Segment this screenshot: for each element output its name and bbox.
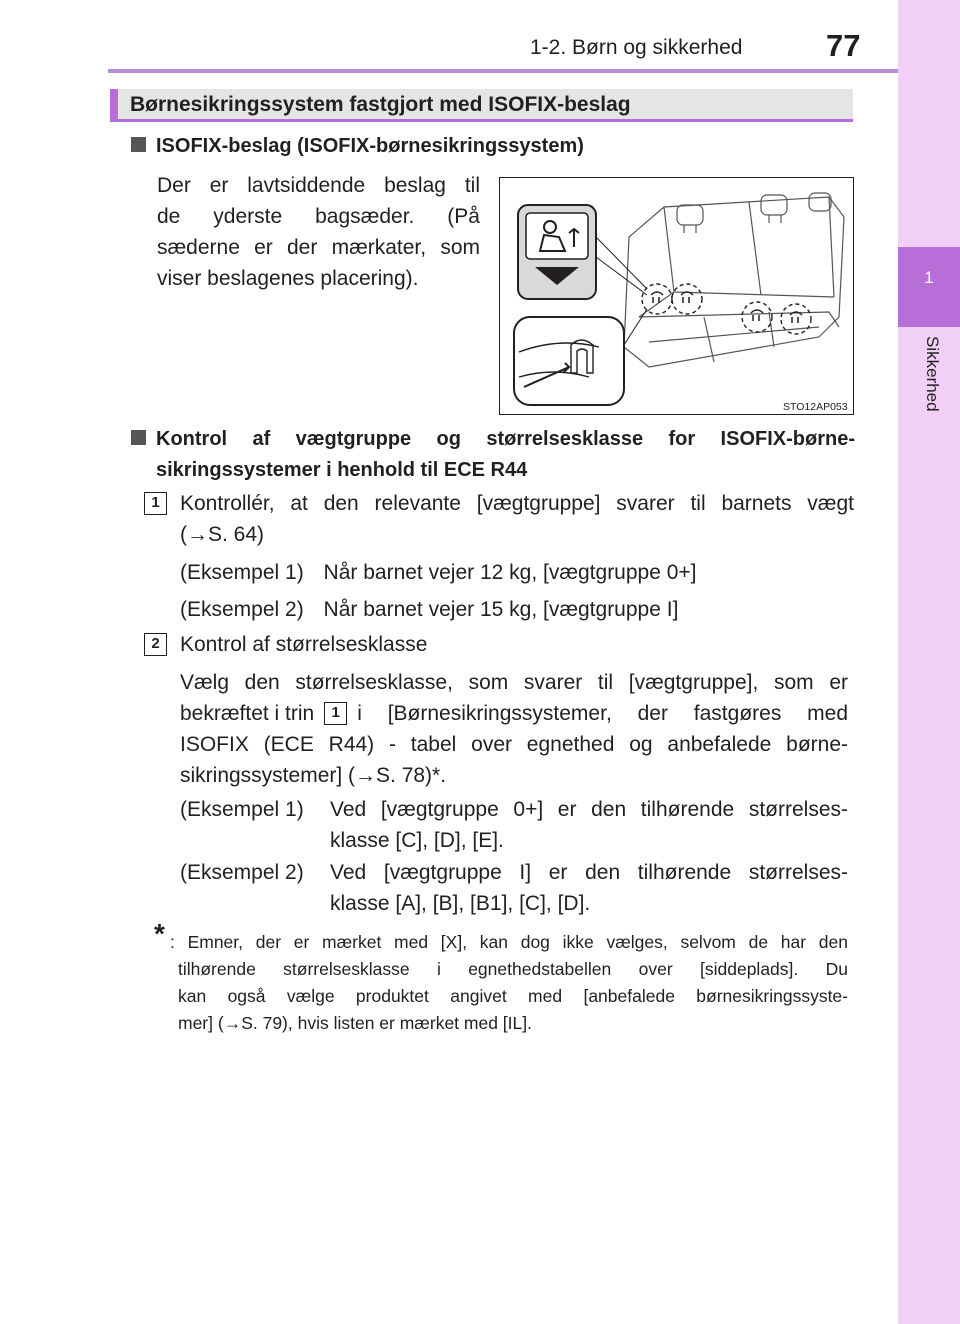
example-text: klasse [C], [D], [E]. xyxy=(330,829,504,852)
step1-block xyxy=(180,488,854,550)
example-text: klasse [A], [B], [B1], [C], [D]. xyxy=(330,892,591,915)
step1-line2: (→S. 64) xyxy=(180,523,265,546)
footnote-marker: * xyxy=(154,918,165,949)
page-number: 77 xyxy=(826,28,861,63)
example-text: Ved [vægtgruppe 0+] er den tilhørende størrelses- xyxy=(330,798,848,821)
step2-example1 xyxy=(180,794,848,856)
step2-title: Kontrol af størrelsesklasse xyxy=(180,633,428,656)
child-seat-icon xyxy=(518,205,596,299)
step2-line1: Vælg den størrelsesklasse, som svarer til [vægtgruppe], som er xyxy=(180,671,848,694)
footnote-line: tilhørende størrelsesklasse i egnethedstabellen over [siddeplads]. Du xyxy=(178,959,848,979)
section2-heading-line1: Kontrol af vægtgruppe og størrelsesklasse for ISOFIX-børne- xyxy=(156,428,855,450)
footnote xyxy=(170,929,848,1037)
step1-line1: Kontrollér, at den relevante [vægtgruppe] svarer til barnets vægt xyxy=(180,492,854,515)
section-banner xyxy=(110,89,853,122)
chapter-label: Sikkerhed xyxy=(923,336,942,412)
isofix-illustration xyxy=(499,177,854,415)
section1-line: viser beslagenes placering). xyxy=(157,267,419,290)
square-bullet-icon xyxy=(131,137,146,152)
step2-line2 xyxy=(180,698,848,729)
isofix-figure xyxy=(499,177,854,415)
chapter-number: 1 xyxy=(924,268,934,287)
footnote-line: : Emner, der er mærket med [X], kan dog ikke vælges, selvom de har den xyxy=(170,932,848,952)
example-text: Ved [vægtgruppe I] er den tilhørende størrelses- xyxy=(330,861,848,884)
step2-line4: sikringssystemer] (→S. 78)*. xyxy=(180,764,447,787)
step-number-badge: 1 xyxy=(144,492,167,515)
chapter-sidebar xyxy=(898,0,960,1324)
section1-line: de yderste bagsæder. (På xyxy=(157,205,480,228)
section1-body xyxy=(157,170,480,294)
figure-caption: STO12AP053 xyxy=(783,401,848,413)
section1-line: sæderne er der mærkater, som xyxy=(157,236,480,259)
running-header: 1-2. Børn og sikkerhed xyxy=(530,36,743,59)
step2-example2 xyxy=(180,857,848,919)
step2-line2-post: i [Børnesikringssystemer, der fastgøres med xyxy=(357,702,848,725)
step2-line3: ISOFIX (ECE R44) - tabel over egnethed og anbefalede børne- xyxy=(180,733,848,756)
step1-example1 xyxy=(180,557,697,588)
section1-line: Der er lavtsiddende beslag til xyxy=(157,174,480,197)
example-label: (Eksempel 1) xyxy=(180,798,304,821)
section1-heading-row xyxy=(131,131,584,162)
section1-heading: ISOFIX-beslag (ISOFIX-børnesikringssystem) xyxy=(156,135,584,157)
example-label: (Eksempel 2) xyxy=(180,861,304,884)
step2-line2-pre: bekræftet i trin xyxy=(180,702,315,725)
step2-body xyxy=(180,667,848,791)
example-label: (Eksempel 1) xyxy=(180,561,304,584)
footnote-line: kan også vælge produktet angivet med [anbefalede børnesikringssyste- xyxy=(178,986,848,1006)
footnote-line: mer] (→S. 79), hvis listen er mærket med [IL]. xyxy=(178,1013,532,1033)
step1-example2 xyxy=(180,594,678,625)
section2-heading-line2: sikringssystemer i henhold til ECE R44 xyxy=(156,459,528,481)
example-text: Når barnet vejer 12 kg, [vægtgruppe 0+] xyxy=(323,561,697,584)
step-reference-badge: 1 xyxy=(324,702,347,725)
example-label: (Eksempel 2) xyxy=(180,598,304,621)
section2-heading xyxy=(131,424,855,486)
example-text: Når barnet vejer 15 kg, [vægtgruppe I] xyxy=(323,598,679,621)
step-number-badge: 2 xyxy=(144,633,167,656)
header-rule xyxy=(108,69,898,73)
section-banner-title: Børnesikringssystem fastgjort med ISOFIX-beslag xyxy=(130,93,631,116)
square-bullet-icon xyxy=(131,430,146,445)
